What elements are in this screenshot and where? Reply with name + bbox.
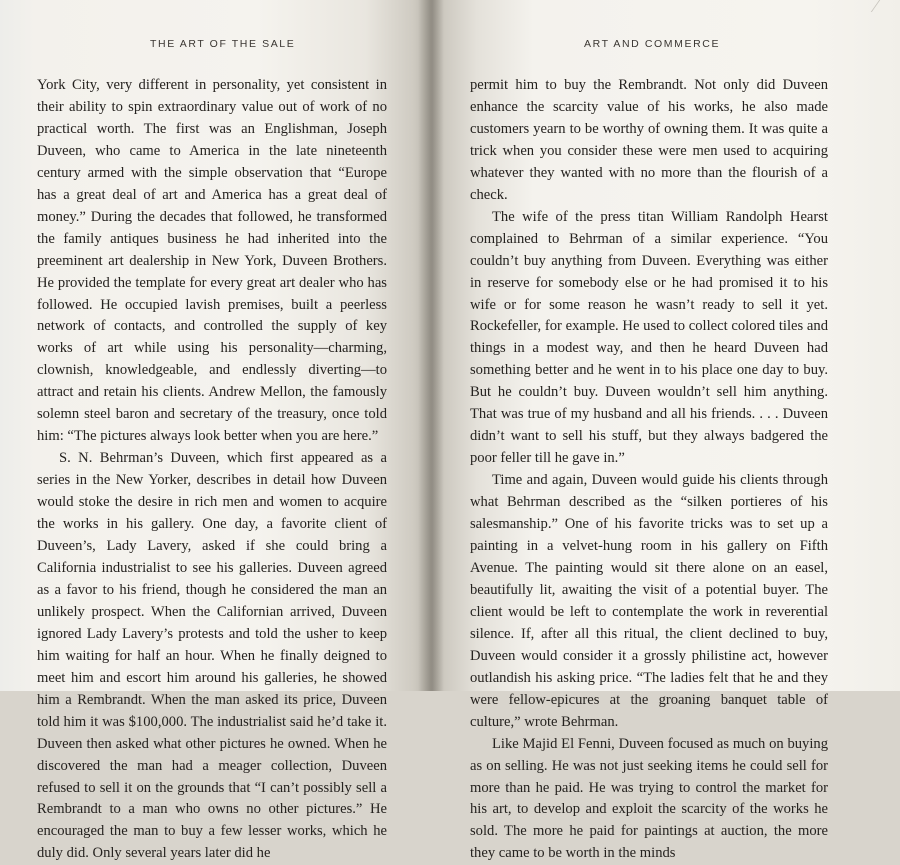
left-page: [0, 0, 430, 862]
right-paragraph-4: Like Majid El Fenni, Duveen focused as much on buying as on selling. He was not just seeking items he could sell for more than he paid. He was trying to control the market for his art, to develop and exploit the scarcity of the works he sold. The more he paid for paintings at auction, the more they came to be worth in the minds: [470, 735, 828, 862]
right-body-text: [470, 75, 828, 865]
left-running-head: THE ART OF THE SALE: [150, 38, 296, 50]
right-running-head: ART AND COMMERCE: [584, 38, 721, 50]
right-page: [430, 0, 900, 862]
left-paragraph-1: York City, very different in personality, yet consistent in their ability to spin extraordinary value out of work of no practical worth. The first was an Englishman, Joseph Duveen, who came to America in the late nineteenth century armed with the simple observation that “Europe has a great deal of art and America has a great deal of money.” During the decades that followed, he transformed the family antiques business he had inherited into the preeminent art dealership in New York, Duveen Brothers. He provided the template for every great art dealer who has followed. He occupied lavish premises, built a peerless network of contacts, and controlled the supply of key works of art while using his personality—charming, clownish, knowledgeable, and endlessly diverting—to attract and retain his clients. Andrew Mellon, the famously solemn steel baron and secretary of the treasury, once told him: “The pictures always look better when you are here.”: [37, 77, 387, 445]
book-gutter-shadow: [418, 0, 444, 691]
page-corner-mark: [871, 0, 898, 12]
right-paragraph-2: The wife of the press titan William Randolph Hearst complained to Behrman of a similar experience. “You couldn’t buy anything from Duveen. Everything was either in reserve for somebody else or he had promised it to his wife or for some reason he wasn’t ready to sell it yet. Rockefeller, for example. He used to collect colored tiles and things in a modest way, and then he heard Duveen had something better and he went in to his place one day to buy. But he couldn’t buy. Duveen wouldn’t sell him anything. That was true of my husband and all his friends. . . . Duveen didn’t want to sell his stuff, but they always badgered the poor feller till he gave in.”: [470, 208, 828, 467]
right-paragraph-1: permit him to buy the Rembrandt. Not only did Duveen enhance the scarcity value of his works, he also made customers yearn to be worthy of owning them. It was quite a trick when you consider these were men used to acquiring whatever they wanted with no more than the flourish of a check.: [470, 77, 828, 203]
right-paragraph-3: Time and again, Duveen would guide his clients through what Behrman described as the “silken portieres of his salesmanship.” One of his favorite tricks was to set up a painting in a velvet-hung room in his gallery on Fifth Avenue. The painting would sit there alone on an easel, beautifully lit, awaiting the visit of a potential buyer. The client would be left to contemplate the work in reverential silence. If, after all this ritual, the client declined to buy, Duveen would consider it a grossly philistine act, however outlandish his asking price. “The ladies felt that he and they were fellow-epicures at the groaning banquet table of culture,” wrote Behrman.: [470, 472, 828, 730]
left-paragraph-2: S. N. Behrman’s Duveen, which first appeared as a series in the New Yorker, describes in detail how Duveen would stoke the desire in rich men and women to acquire the works in his gallery. One day, a favorite client of Duveen’s, Lady Lavery, asked if she could bring a California industrialist to see his galleries. Duveen agreed as a favor to his friend, though he considered the man an unlikely prospect. When the Californian arrived, Duveen ignored Lady Lavery’s protests and told the usher to keep him waiting for half an hour. When he finally deigned to meet him and escort him around his galleries, he showed him a Rembrandt. When the man asked its price, Duveen told him it was $100,000. The industrialist said he’d take it. Duveen then asked what other pictures he owned. When he discovered the man had a meager collection, Duveen refused to sell it on the grounds that “I can’t possibly sell a Rembrandt to a man who owns no other pictures.” He encouraged the man to buy a few lesser works, which he duly did. Only several years later did he: [37, 450, 387, 862]
left-body-text: [37, 75, 387, 865]
